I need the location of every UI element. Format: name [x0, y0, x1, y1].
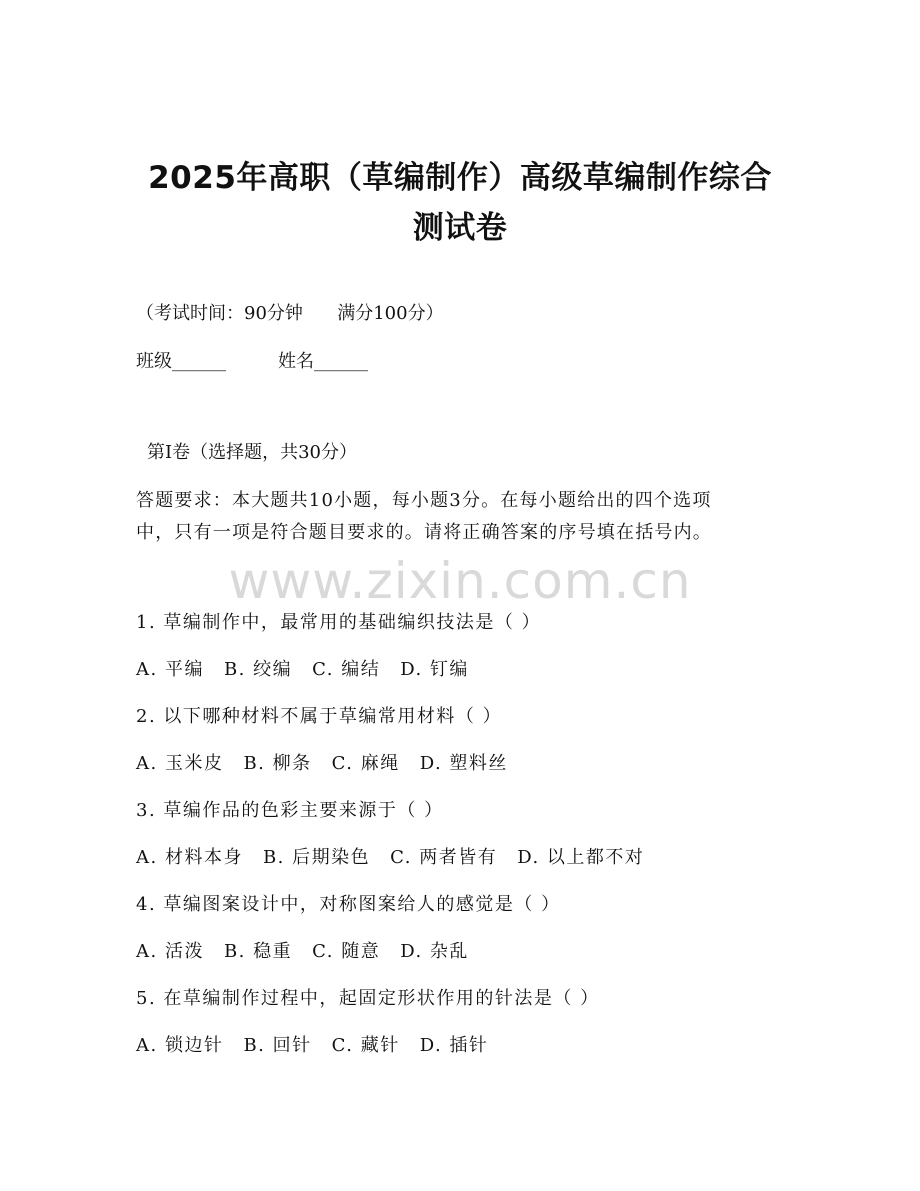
class-field: 班级______ [136, 351, 226, 372]
option: B. 后期染色 [262, 847, 371, 868]
question-options [136, 939, 816, 986]
option: C. 麻绳 [331, 753, 400, 774]
question-stem: 2. 以下哪种材料不属于草编常用材料（ ） [136, 706, 503, 727]
option: A. 材料本身 [136, 847, 243, 868]
option: A. 锁边针 [136, 1035, 224, 1056]
option: D. 钉编 [400, 659, 469, 680]
section-title: 第I卷（选择题，共30分） [147, 442, 358, 463]
question-stem: 4. 草编图案设计中，对称图案给人的感觉是（ ） [136, 894, 561, 915]
title-line-1: 2025年高职（草编制作）高级草编制作综合 [148, 160, 772, 196]
option: B. 回针 [243, 1035, 312, 1056]
option: C. 随意 [312, 941, 381, 962]
name-field: 姓名______ [278, 351, 368, 372]
title-line-2: 测试卷 [412, 210, 508, 246]
question-list [136, 610, 816, 1080]
option: B. 柳条 [243, 753, 312, 774]
question-options [136, 751, 816, 798]
option: C. 编结 [312, 659, 381, 680]
question-options [136, 1033, 816, 1080]
option: B. 稳重 [223, 941, 293, 962]
watermark: www.zixin.com.cn [228, 552, 692, 610]
option: D. 杂乱 [400, 941, 469, 962]
instructions-line-1: 答题要求：本大题共10小题，每小题3分。在每小题给出的四个选项 [136, 490, 712, 511]
question-options [136, 657, 816, 704]
option: A. 玉米皮 [136, 753, 224, 774]
option: B. 绞编 [223, 659, 293, 680]
question-stem: 3. 草编作品的色彩主要来源于（ ） [136, 800, 444, 821]
option: D. 插针 [419, 1035, 489, 1056]
option: D. 塑料丝 [419, 753, 508, 774]
option: A. 平编 [136, 659, 204, 680]
student-info-row [136, 349, 368, 375]
instructions [136, 485, 786, 549]
question-options [136, 845, 816, 892]
document-title [80, 153, 840, 253]
option: C. 两者皆有 [390, 847, 498, 868]
exam-info: （考试时间：90分钟 满分100分） [136, 303, 444, 324]
question-stem: 5. 在草编制作过程中，起固定形状作用的针法是（ ） [136, 988, 600, 1009]
question-stem: 1. 草编制作中，最常用的基础编织技法是（ ） [136, 612, 542, 633]
option: D. 以上都不对 [517, 847, 645, 868]
instructions-line-2: 中，只有一项是符合题目要求的。请将正确答案的序号填在括号内。 [136, 522, 712, 543]
option: A. 活泼 [136, 941, 204, 962]
option: C. 藏针 [331, 1035, 400, 1056]
